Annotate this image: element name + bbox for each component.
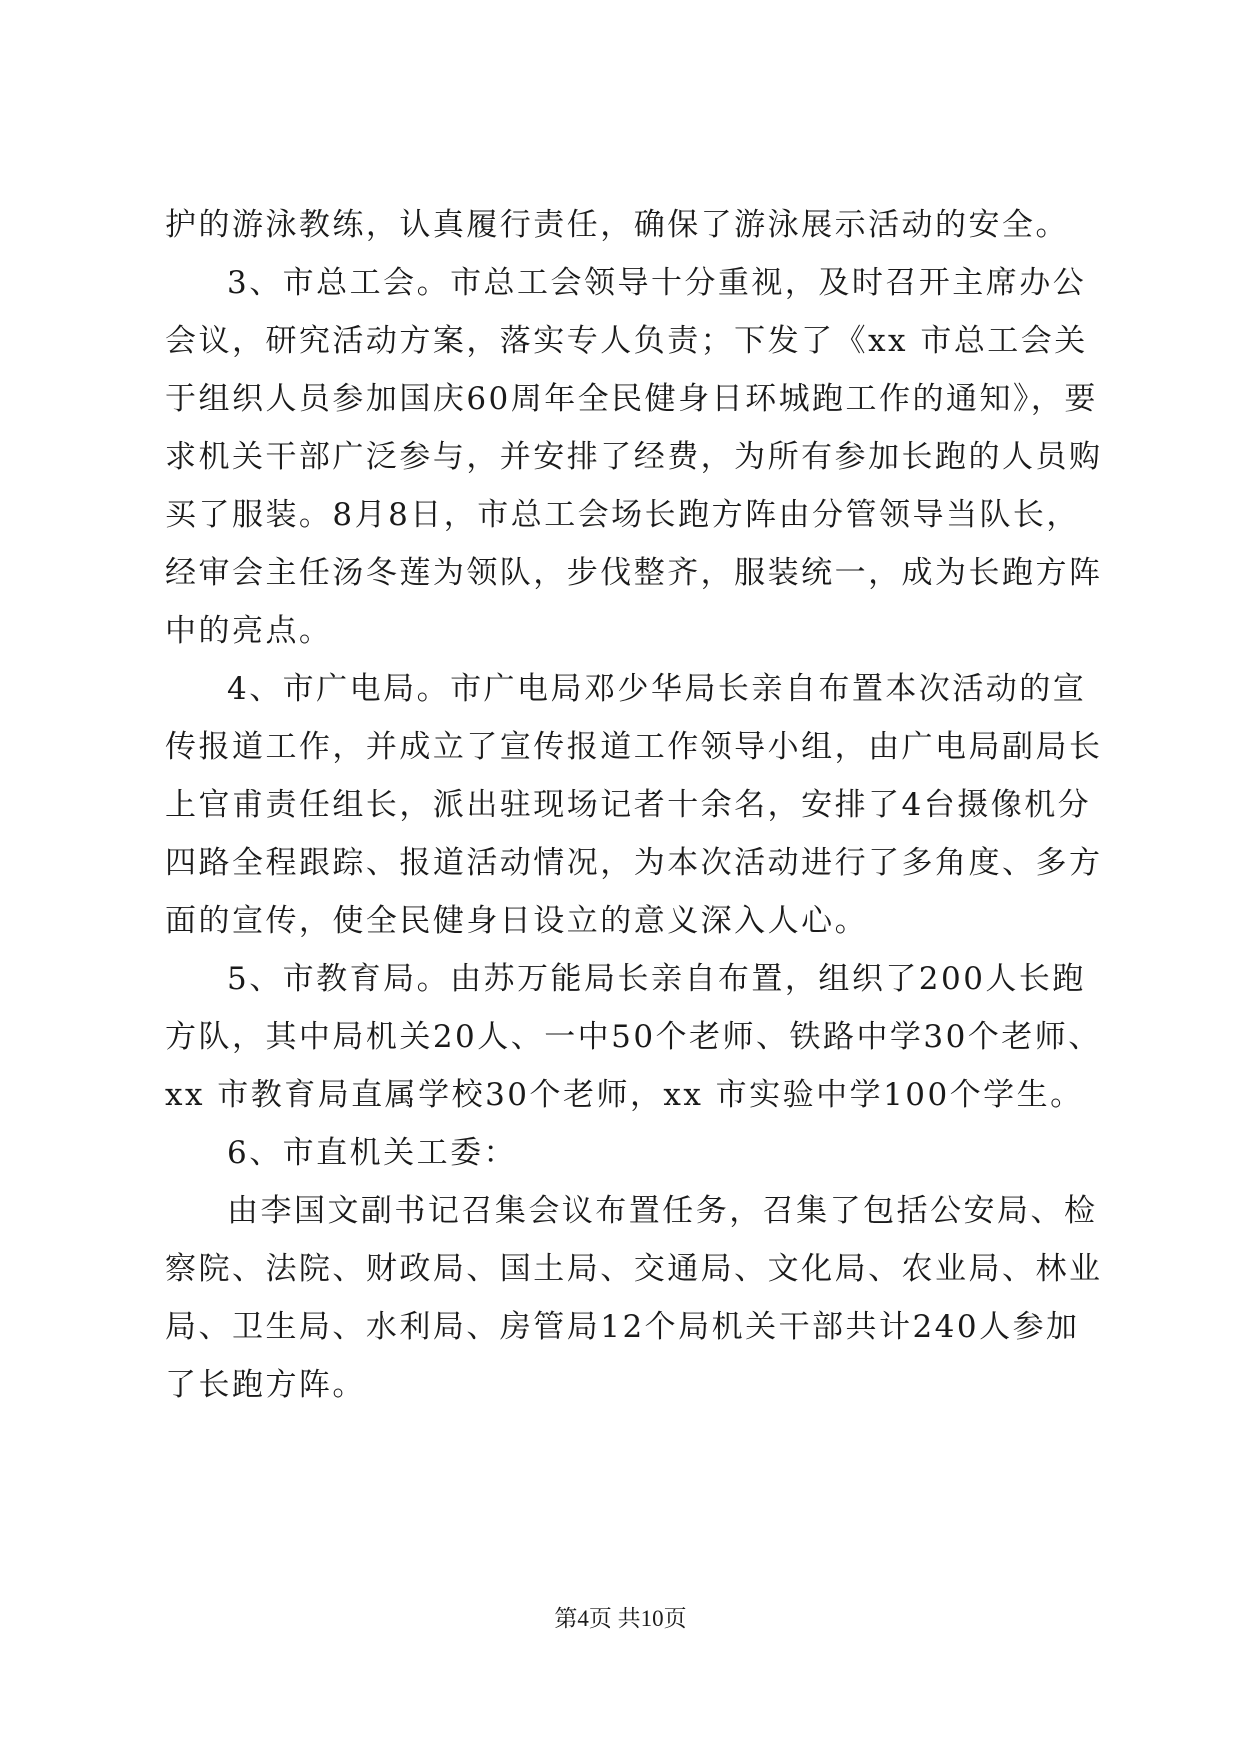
text-line: 由李国文副书记召集会议布置任务，召集了包括公安局、检 xyxy=(227,1193,1098,1229)
text-line: 3、市总工会。市总工会领导十分重视，及时召开主席办公 xyxy=(227,265,1087,301)
text-line: 6、市直机关工委： xyxy=(227,1135,518,1171)
text-line: 会议，研究活动方案，落实专人负责；下发了《xx 市总工会关 xyxy=(165,323,1088,359)
text-line: 中的亮点。 xyxy=(165,613,333,649)
text-line: 求机关干部广泛参与，并安排了经费，为所有参加长跑的人员购 xyxy=(165,439,1103,475)
text-line: xx 市教育局直属学校30个老师，xx 市实验中学100个学生。 xyxy=(165,1077,1084,1113)
text-line: 了长跑方阵。 xyxy=(165,1367,366,1403)
text-line: 经审会主任汤冬莲为领队，步伐整齐，服装统一，成为长跑方阵 xyxy=(165,555,1103,591)
text-line: 四路全程跟踪、报道活动情况，为本次活动进行了多角度、多方 xyxy=(165,845,1103,881)
text-line: 传报道工作，并成立了宣传报道工作领导小组，由广电局副局长 xyxy=(165,729,1103,765)
text-line: 于组织人员参加国庆60周年全民健身日环城跑工作的通知》，要 xyxy=(165,381,1098,417)
text-line: 面的宣传，使全民健身日设立的意义深入人心。 xyxy=(165,903,869,939)
text-line: 方队，其中局机关20人、一中50个老师、铁路中学30个老师、 xyxy=(165,1019,1102,1055)
text-line: 护的游泳教练，认真履行责任，确保了游泳展示活动的安全。 xyxy=(165,207,1069,243)
text-line: 5、市教育局。由苏万能局长亲自布置，组织了200人长跑 xyxy=(227,961,1086,997)
text-line: 察院、法院、财政局、国土局、交通局、文化局、农业局、林业 xyxy=(165,1251,1103,1287)
text-line: 局、卫生局、水利局、房管局12个局机关干部共计240人参加 xyxy=(165,1309,1080,1345)
text-line: 买了服装。8月8日，市总工会场长跑方阵由分管领导当队长， xyxy=(165,497,1080,533)
document-body xyxy=(165,195,1103,1535)
text-line: 4、市广电局。市广电局邓少华局长亲自布置本次活动的宣 xyxy=(227,671,1087,707)
text-line: 上官甫责任组长，派出驻现场记者十余名，安排了4台摄像机分 xyxy=(165,787,1092,823)
page-number-footer: 第4页 共10页 xyxy=(554,1606,687,1631)
